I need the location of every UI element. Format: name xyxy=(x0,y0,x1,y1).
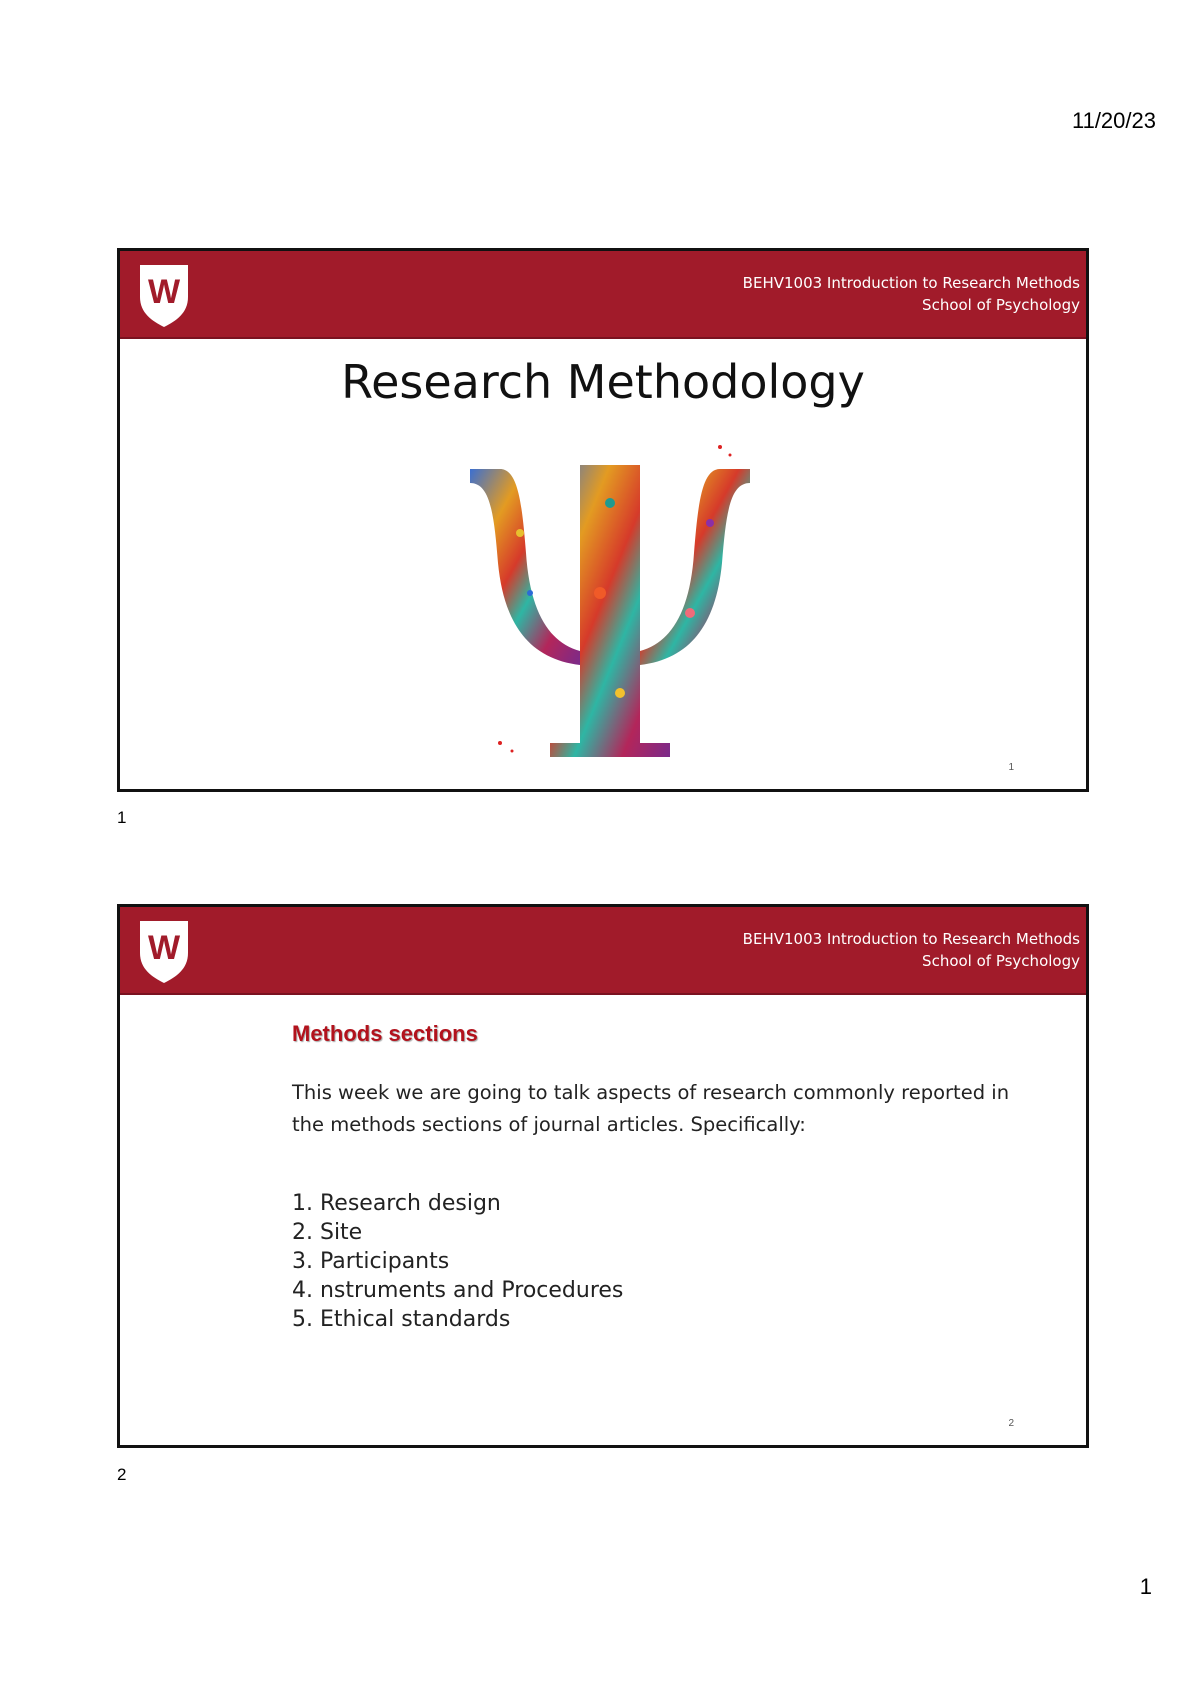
list-item: 3. Participants xyxy=(292,1249,450,1274)
slide-header xyxy=(120,251,1086,339)
psi-symbol xyxy=(460,443,760,763)
slide-1 xyxy=(117,248,1089,792)
list-item: 4. nstruments and Procedures xyxy=(292,1278,624,1303)
print-date: 11/20/23 xyxy=(1071,108,1156,133)
course-info xyxy=(743,928,1080,972)
slide-2 xyxy=(117,904,1089,1448)
topic-list xyxy=(292,1189,623,1334)
course-info xyxy=(743,272,1080,316)
list-item: 2. Site xyxy=(292,1220,363,1245)
course-title: BEHV1003 Introduction to Research Methods xyxy=(742,930,1080,948)
list-item: 1. Research design xyxy=(292,1191,501,1216)
slide-header xyxy=(120,907,1086,995)
slide-footer-number: 2 xyxy=(1008,1418,1014,1429)
intro-paragraph: This week we are going to talk aspects of research commonly reported in the methods sections of journal articles. Specifically: xyxy=(292,1081,1010,1136)
svg-text:W: W xyxy=(147,273,181,311)
school-name: School of Psychology xyxy=(922,296,1080,314)
slide-caption: 1 xyxy=(117,808,127,827)
university-shield-logo xyxy=(136,917,192,985)
university-shield-logo xyxy=(136,261,192,329)
slide-caption: 2 xyxy=(117,1465,127,1484)
school-name: School of Psychology xyxy=(922,952,1080,970)
section-heading: Methods sections xyxy=(292,1021,478,1046)
slide-title: Research Methodology xyxy=(341,355,865,409)
page-number: 1 xyxy=(1139,1574,1152,1599)
svg-text:W: W xyxy=(147,929,181,967)
list-item: 5. Ethical standards xyxy=(292,1307,511,1332)
course-title: BEHV1003 Introduction to Research Methods xyxy=(742,274,1080,292)
slide-footer-number: 1 xyxy=(1008,762,1014,773)
